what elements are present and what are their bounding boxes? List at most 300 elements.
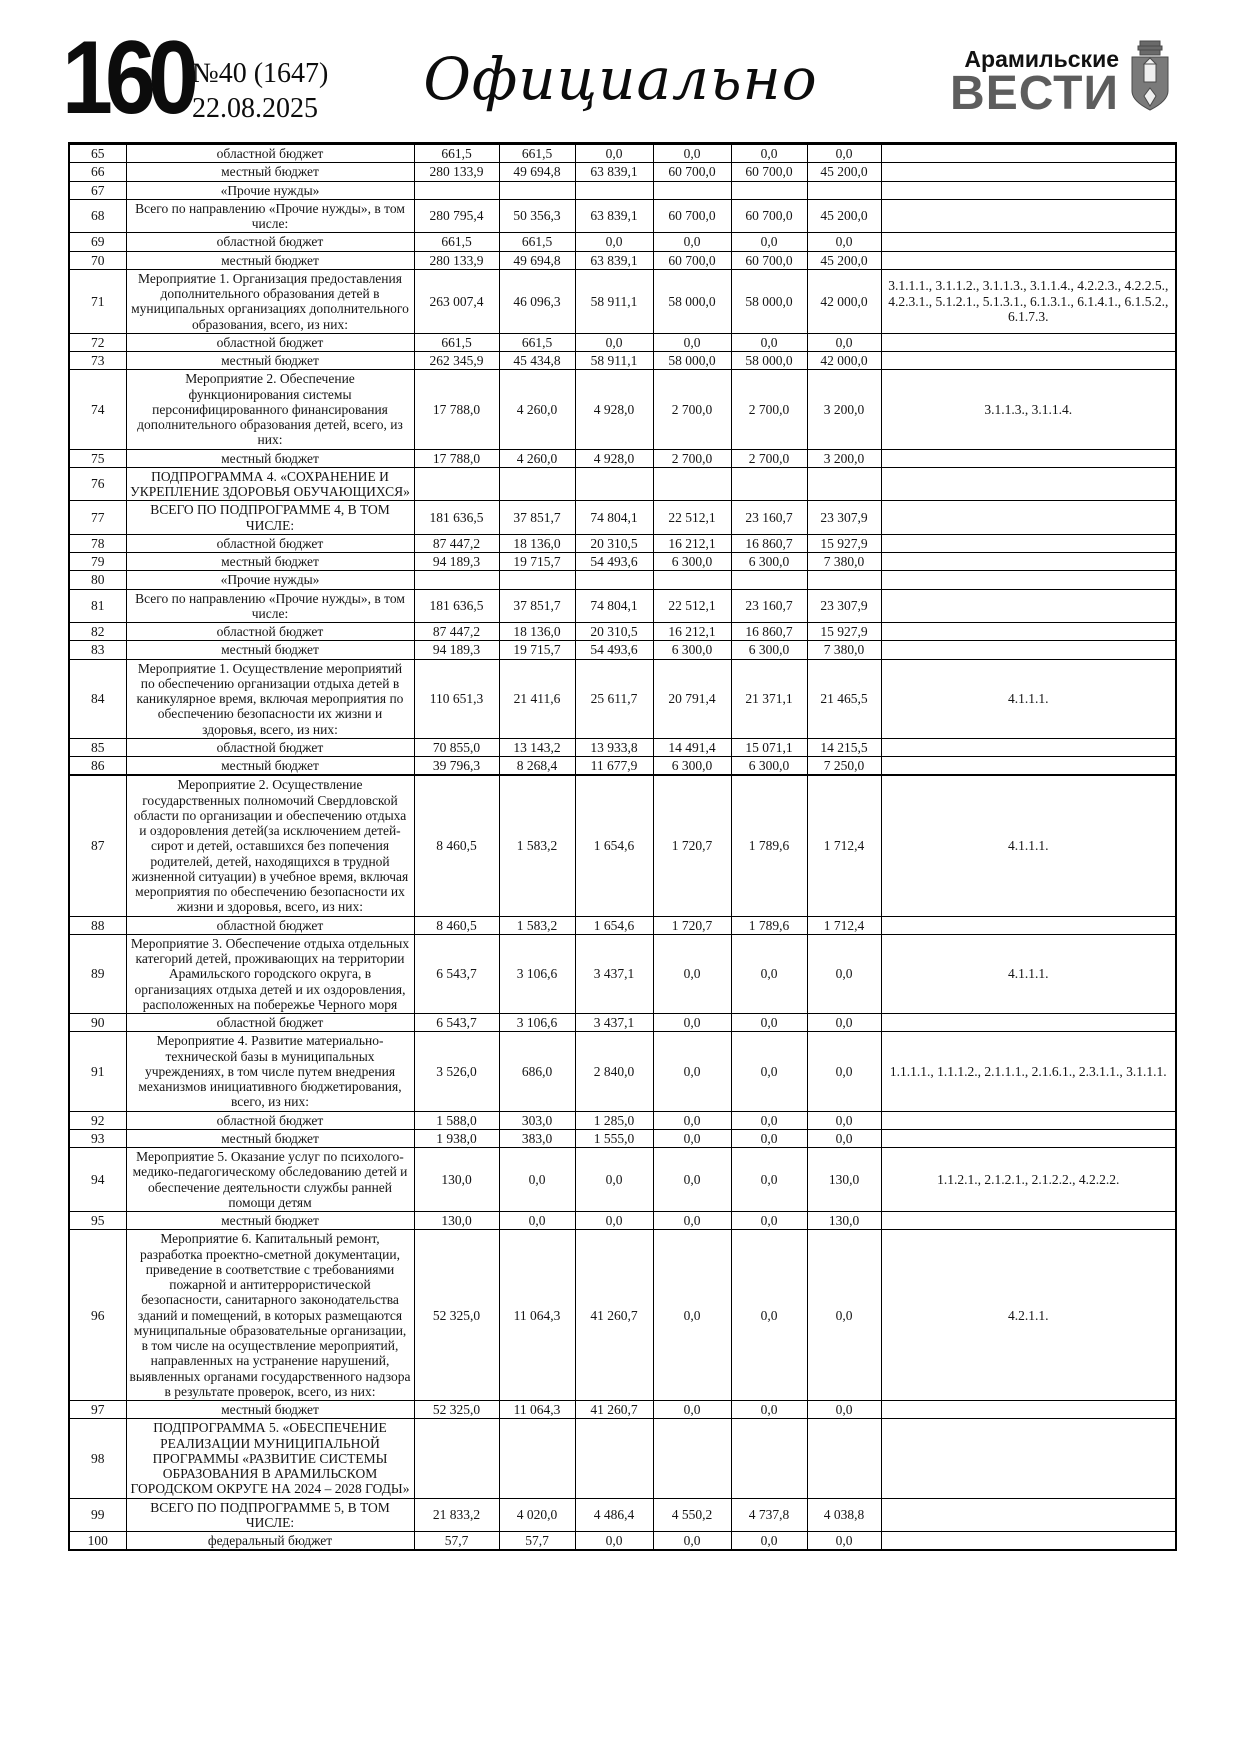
value-col-5: 60 700,0 — [731, 251, 807, 269]
table-row — [69, 181, 1176, 199]
value-col-6: 0,0 — [807, 1129, 881, 1147]
value-col-2: 4 260,0 — [499, 449, 575, 467]
value-col-2: 661,5 — [499, 144, 575, 163]
table-row — [69, 352, 1176, 370]
value-col-4: 1 720,7 — [653, 916, 731, 934]
table-row — [69, 269, 1176, 333]
value-col-4: 0,0 — [653, 1148, 731, 1212]
target-codes — [881, 333, 1176, 351]
value-col-3: 54 493,6 — [575, 553, 653, 571]
value-col-6: 0,0 — [807, 1111, 881, 1129]
value-col-4: 22 512,1 — [653, 589, 731, 623]
target-codes — [881, 199, 1176, 233]
table-row — [69, 1419, 1176, 1498]
value-col-2: 18 136,0 — [499, 623, 575, 641]
value-col-3: 0,0 — [575, 1212, 653, 1230]
value-col-2: 4 020,0 — [499, 1498, 575, 1532]
row-description: Мероприятие 1. Организация предоставления дополнительного образования детей в муниципальных организациях дополнительного образования, всего, из них: — [126, 269, 414, 333]
row-number: 91 — [69, 1032, 126, 1111]
value-col-3: 4 928,0 — [575, 370, 653, 449]
row-description: Мероприятие 4. Развитие материально-технической базы в муниципальных учреждениях, в том числе путем внедрения механизмов инициативного бюджетирования, всего, из них: — [126, 1032, 414, 1111]
value-col-6: 3 200,0 — [807, 370, 881, 449]
value-col-4: 2 700,0 — [653, 370, 731, 449]
row-number: 67 — [69, 181, 126, 199]
value-col-4: 2 700,0 — [653, 449, 731, 467]
value-col-1: 3 526,0 — [414, 1032, 499, 1111]
table-row — [69, 467, 1176, 501]
row-description: ПОДПРОГРАММА 4. «СОХРАНЕНИЕ И УКРЕПЛЕНИЕ ЗДОРОВЬЯ ОБУЧАЮЩИХСЯ» — [126, 467, 414, 501]
table-row — [69, 144, 1176, 163]
value-col-4: 0,0 — [653, 333, 731, 351]
target-codes — [881, 352, 1176, 370]
target-codes: 4.1.1.1. — [881, 659, 1176, 738]
row-description: областной бюджет — [126, 738, 414, 756]
value-col-3: 1 654,6 — [575, 775, 653, 916]
value-col-3: 0,0 — [575, 144, 653, 163]
value-col-3: 13 933,8 — [575, 738, 653, 756]
value-col-1: 110 651,3 — [414, 659, 499, 738]
value-col-6: 130,0 — [807, 1212, 881, 1230]
table-row — [69, 534, 1176, 552]
row-description: областной бюджет — [126, 916, 414, 934]
page-number: 160 — [62, 20, 191, 136]
value-col-2: 18 136,0 — [499, 534, 575, 552]
value-col-5: 21 371,1 — [731, 659, 807, 738]
value-col-2: 661,5 — [499, 233, 575, 251]
value-col-1: 1 938,0 — [414, 1129, 499, 1147]
value-col-2 — [499, 181, 575, 199]
value-col-3: 54 493,6 — [575, 641, 653, 659]
value-col-4: 16 212,1 — [653, 623, 731, 641]
value-col-6: 3 200,0 — [807, 449, 881, 467]
value-col-3: 63 839,1 — [575, 251, 653, 269]
value-col-3: 0,0 — [575, 233, 653, 251]
row-number: 73 — [69, 352, 126, 370]
value-col-6: 0,0 — [807, 233, 881, 251]
table-row — [69, 1532, 1176, 1551]
row-number: 84 — [69, 659, 126, 738]
row-description: ПОДПРОГРАММА 5. «ОБЕСПЕЧЕНИЕ РЕАЛИЗАЦИИ МУНИЦИПАЛЬНОЙ ПРОГРАММЫ «РАЗВИТИЕ СИСТЕМЫ ОБРАЗОВАНИЯ В АРАМИЛЬСКОМ ГОРОДСКОМ ОКРУГЕ НА 2024 – 2028 ГОДЫ» — [126, 1419, 414, 1498]
value-col-5: 16 860,7 — [731, 623, 807, 641]
value-col-1: 6 543,7 — [414, 1014, 499, 1032]
value-col-1: 21 833,2 — [414, 1498, 499, 1532]
value-col-1: 181 636,5 — [414, 589, 499, 623]
row-number: 93 — [69, 1129, 126, 1147]
value-col-5: 0,0 — [731, 1212, 807, 1230]
row-number: 100 — [69, 1532, 126, 1551]
value-col-5: 6 300,0 — [731, 553, 807, 571]
row-description: местный бюджет — [126, 449, 414, 467]
value-col-1: 661,5 — [414, 233, 499, 251]
row-number: 94 — [69, 1148, 126, 1212]
value-col-4: 16 212,1 — [653, 534, 731, 552]
table-row — [69, 233, 1176, 251]
row-number: 96 — [69, 1230, 126, 1401]
value-col-4: 0,0 — [653, 233, 731, 251]
value-col-6 — [807, 181, 881, 199]
value-col-4: 0,0 — [653, 1032, 731, 1111]
value-col-3: 4 486,4 — [575, 1498, 653, 1532]
value-col-2: 303,0 — [499, 1111, 575, 1129]
value-col-5: 16 860,7 — [731, 534, 807, 552]
value-col-3: 41 260,7 — [575, 1401, 653, 1419]
target-codes: 4.2.1.1. — [881, 1230, 1176, 1401]
target-codes: 4.1.1.1. — [881, 775, 1176, 916]
table-row — [69, 775, 1176, 916]
masthead — [950, 46, 1119, 120]
row-description: Мероприятие 2. Обеспечение функционирования системы персонифицированного финансирования дополнительного образования детей, всего, из них: — [126, 370, 414, 449]
value-col-1: 262 345,9 — [414, 352, 499, 370]
target-codes — [881, 181, 1176, 199]
city-crest-icon — [1127, 40, 1173, 112]
value-col-1: 130,0 — [414, 1148, 499, 1212]
value-col-5: 1 789,6 — [731, 916, 807, 934]
row-number: 86 — [69, 757, 126, 776]
row-number: 87 — [69, 775, 126, 916]
table-row — [69, 1401, 1176, 1419]
value-col-4: 6 300,0 — [653, 553, 731, 571]
value-col-5 — [731, 181, 807, 199]
value-col-3 — [575, 467, 653, 501]
value-col-1: 1 588,0 — [414, 1111, 499, 1129]
target-codes: 4.1.1.1. — [881, 934, 1176, 1013]
value-col-4: 58 000,0 — [653, 352, 731, 370]
value-col-4: 0,0 — [653, 934, 731, 1013]
value-col-1: 57,7 — [414, 1532, 499, 1551]
row-description: областной бюджет — [126, 534, 414, 552]
row-description: Мероприятие 5. Оказание услуг по психолого-медико-педагогическому обследованию детей и обеспечение деятельности службы ранней помощи детям — [126, 1148, 414, 1212]
target-codes — [881, 641, 1176, 659]
value-col-2: 45 434,8 — [499, 352, 575, 370]
value-col-1: 6 543,7 — [414, 934, 499, 1013]
value-col-4: 20 791,4 — [653, 659, 731, 738]
value-col-5: 23 160,7 — [731, 589, 807, 623]
table-row — [69, 1014, 1176, 1032]
value-col-2: 3 106,6 — [499, 1014, 575, 1032]
table-row — [69, 571, 1176, 589]
row-number: 77 — [69, 501, 126, 535]
row-number: 68 — [69, 199, 126, 233]
value-col-3: 1 555,0 — [575, 1129, 653, 1147]
value-col-1: 94 189,3 — [414, 553, 499, 571]
row-number: 76 — [69, 467, 126, 501]
value-col-3: 63 839,1 — [575, 163, 653, 181]
table-row — [69, 1498, 1176, 1532]
value-col-3: 58 911,1 — [575, 352, 653, 370]
value-col-4 — [653, 1419, 731, 1498]
value-col-6: 0,0 — [807, 1230, 881, 1401]
row-number: 71 — [69, 269, 126, 333]
value-col-2: 661,5 — [499, 333, 575, 351]
value-col-5: 15 071,1 — [731, 738, 807, 756]
value-col-6: 15 927,9 — [807, 534, 881, 552]
table-row — [69, 449, 1176, 467]
row-description: областной бюджет — [126, 233, 414, 251]
value-col-1: 17 788,0 — [414, 449, 499, 467]
value-col-3: 3 437,1 — [575, 934, 653, 1013]
row-description: ВСЕГО ПО ПОДПРОГРАММЕ 4, В ТОМ ЧИСЛЕ: — [126, 501, 414, 535]
value-col-2: 3 106,6 — [499, 934, 575, 1013]
row-description: местный бюджет — [126, 641, 414, 659]
value-col-6: 23 307,9 — [807, 589, 881, 623]
value-col-1: 70 855,0 — [414, 738, 499, 756]
value-col-1 — [414, 1419, 499, 1498]
table-row — [69, 553, 1176, 571]
target-codes — [881, 1498, 1176, 1532]
target-codes — [881, 1212, 1176, 1230]
value-col-5: 0,0 — [731, 333, 807, 351]
value-col-3 — [575, 571, 653, 589]
value-col-4: 6 300,0 — [653, 641, 731, 659]
value-col-1: 39 796,3 — [414, 757, 499, 776]
target-codes — [881, 144, 1176, 163]
value-col-1 — [414, 467, 499, 501]
value-col-4: 0,0 — [653, 1401, 731, 1419]
value-col-5: 2 700,0 — [731, 449, 807, 467]
value-col-2: 21 411,6 — [499, 659, 575, 738]
value-col-4: 60 700,0 — [653, 199, 731, 233]
target-codes — [881, 1129, 1176, 1147]
row-description: Мероприятие 2. Осуществление государственных полномочий Свердловской области по организации и обеспечению отдыха и оздоровления детей(за исключением детей-сирот и детей, оставшихся без попечения родителей, детей, находящихся в трудной жизненной ситуации) в учебное время, включая мероприятия по обеспечению безопасности их жизни и здоровья, всего, из них: — [126, 775, 414, 916]
target-codes — [881, 1419, 1176, 1498]
table-row — [69, 1230, 1176, 1401]
value-col-6: 45 200,0 — [807, 251, 881, 269]
row-number: 80 — [69, 571, 126, 589]
row-number: 83 — [69, 641, 126, 659]
value-col-4: 0,0 — [653, 1111, 731, 1129]
value-col-3: 2 840,0 — [575, 1032, 653, 1111]
target-codes — [881, 571, 1176, 589]
value-col-6: 1 712,4 — [807, 916, 881, 934]
table-row — [69, 1212, 1176, 1230]
value-col-5: 0,0 — [731, 1014, 807, 1032]
value-col-5: 0,0 — [731, 1230, 807, 1401]
target-codes — [881, 467, 1176, 501]
value-col-6: 42 000,0 — [807, 352, 881, 370]
value-col-1: 280 133,9 — [414, 163, 499, 181]
value-col-6: 4 038,8 — [807, 1498, 881, 1532]
value-col-5: 58 000,0 — [731, 269, 807, 333]
value-col-3: 0,0 — [575, 1148, 653, 1212]
budget-table-body — [69, 144, 1176, 1551]
row-number: 85 — [69, 738, 126, 756]
row-description: «Прочие нужды» — [126, 571, 414, 589]
value-col-6: 23 307,9 — [807, 501, 881, 535]
value-col-1: 661,5 — [414, 333, 499, 351]
value-col-6: 42 000,0 — [807, 269, 881, 333]
value-col-3: 4 928,0 — [575, 449, 653, 467]
table-row — [69, 623, 1176, 641]
value-col-2: 37 851,7 — [499, 589, 575, 623]
row-number: 74 — [69, 370, 126, 449]
value-col-2: 19 715,7 — [499, 641, 575, 659]
row-description: областной бюджет — [126, 1014, 414, 1032]
target-codes — [881, 757, 1176, 776]
target-codes — [881, 738, 1176, 756]
target-codes — [881, 916, 1176, 934]
value-col-6 — [807, 467, 881, 501]
value-col-4: 60 700,0 — [653, 251, 731, 269]
table-row — [69, 501, 1176, 535]
value-col-5: 0,0 — [731, 1129, 807, 1147]
value-col-5 — [731, 467, 807, 501]
row-number: 97 — [69, 1401, 126, 1419]
value-col-6: 0,0 — [807, 1014, 881, 1032]
row-number: 81 — [69, 589, 126, 623]
target-codes — [881, 623, 1176, 641]
value-col-3: 0,0 — [575, 1532, 653, 1551]
table-row — [69, 1111, 1176, 1129]
value-col-4: 60 700,0 — [653, 163, 731, 181]
row-number: 92 — [69, 1111, 126, 1129]
value-col-4: 58 000,0 — [653, 269, 731, 333]
value-col-6: 7 380,0 — [807, 553, 881, 571]
row-number: 66 — [69, 163, 126, 181]
value-col-5: 0,0 — [731, 233, 807, 251]
value-col-6: 21 465,5 — [807, 659, 881, 738]
value-col-2 — [499, 1419, 575, 1498]
table-row — [69, 333, 1176, 351]
value-col-4 — [653, 467, 731, 501]
value-col-3: 20 310,5 — [575, 623, 653, 641]
value-col-2: 0,0 — [499, 1148, 575, 1212]
row-description: местный бюджет — [126, 553, 414, 571]
value-col-2: 50 356,3 — [499, 199, 575, 233]
table-row — [69, 251, 1176, 269]
value-col-6: 0,0 — [807, 333, 881, 351]
row-number: 75 — [69, 449, 126, 467]
value-col-5: 0,0 — [731, 1532, 807, 1551]
value-col-5: 4 737,8 — [731, 1498, 807, 1532]
value-col-5: 23 160,7 — [731, 501, 807, 535]
value-col-6: 45 200,0 — [807, 199, 881, 233]
target-codes — [881, 1532, 1176, 1551]
value-col-1: 181 636,5 — [414, 501, 499, 535]
value-col-4: 0,0 — [653, 144, 731, 163]
value-col-5 — [731, 571, 807, 589]
value-col-4: 0,0 — [653, 1129, 731, 1147]
value-col-2 — [499, 467, 575, 501]
value-col-4: 14 491,4 — [653, 738, 731, 756]
row-description: областной бюджет — [126, 144, 414, 163]
budget-table — [68, 142, 1177, 1551]
value-col-6: 0,0 — [807, 1032, 881, 1111]
value-col-6: 0,0 — [807, 1532, 881, 1551]
value-col-4: 4 550,2 — [653, 1498, 731, 1532]
value-col-2: 0,0 — [499, 1212, 575, 1230]
value-col-5: 0,0 — [731, 1032, 807, 1111]
value-col-1: 87 447,2 — [414, 534, 499, 552]
row-description: «Прочие нужды» — [126, 181, 414, 199]
table-row — [69, 738, 1176, 756]
row-description: областной бюджет — [126, 333, 414, 351]
table-row — [69, 916, 1176, 934]
row-description: областной бюджет — [126, 623, 414, 641]
value-col-6 — [807, 571, 881, 589]
value-col-4: 0,0 — [653, 1212, 731, 1230]
table-row — [69, 757, 1176, 776]
row-description: Всего по направлению «Прочие нужды», в том числе: — [126, 589, 414, 623]
target-codes — [881, 589, 1176, 623]
table-row — [69, 934, 1176, 1013]
value-col-5: 1 789,6 — [731, 775, 807, 916]
value-col-5: 60 700,0 — [731, 163, 807, 181]
row-description: местный бюджет — [126, 251, 414, 269]
value-col-2: 11 064,3 — [499, 1230, 575, 1401]
value-col-6: 0,0 — [807, 1401, 881, 1419]
row-description: местный бюджет — [126, 1129, 414, 1147]
value-col-5: 6 300,0 — [731, 641, 807, 659]
value-col-5: 0,0 — [731, 144, 807, 163]
value-col-2 — [499, 571, 575, 589]
value-col-2: 1 583,2 — [499, 775, 575, 916]
value-col-3: 11 677,9 — [575, 757, 653, 776]
value-col-5: 6 300,0 — [731, 757, 807, 776]
row-description: федеральный бюджет — [126, 1532, 414, 1551]
value-col-5: 0,0 — [731, 1148, 807, 1212]
row-number: 88 — [69, 916, 126, 934]
value-col-2: 11 064,3 — [499, 1401, 575, 1419]
value-col-4: 6 300,0 — [653, 757, 731, 776]
row-description: областной бюджет — [126, 1111, 414, 1129]
value-col-1: 280 795,4 — [414, 199, 499, 233]
row-description: местный бюджет — [126, 352, 414, 370]
value-col-3: 63 839,1 — [575, 199, 653, 233]
row-description: Мероприятие 1. Осуществление мероприятий по обеспечению организации отдыха детей в каникулярное время, включая мероприятия по обеспечению безопасности их жизни и здоровья, всего, из них: — [126, 659, 414, 738]
value-col-6 — [807, 1419, 881, 1498]
table-row — [69, 589, 1176, 623]
value-col-6: 0,0 — [807, 144, 881, 163]
value-col-3: 74 804,1 — [575, 589, 653, 623]
issue-number: №40 (1647) — [192, 58, 329, 89]
section-title: Официально — [423, 45, 818, 113]
value-col-3: 1 654,6 — [575, 916, 653, 934]
masthead-main-line: ВЕСТИ — [950, 67, 1119, 120]
value-col-6: 15 927,9 — [807, 623, 881, 641]
value-col-1: 94 189,3 — [414, 641, 499, 659]
value-col-3: 58 911,1 — [575, 269, 653, 333]
row-number: 98 — [69, 1419, 126, 1498]
row-description: Всего по направлению «Прочие нужды», в том числе: — [126, 199, 414, 233]
target-codes — [881, 553, 1176, 571]
value-col-4: 22 512,1 — [653, 501, 731, 535]
table-row — [69, 641, 1176, 659]
row-description: Мероприятие 6. Капитальный ремонт, разработка проектно-сметной документации, приведение в соответствие с требованиями пожарной и антитеррористической безопасности, санитарного законодательства зданий и помещений, в которых размещаются муниципальные образовательные организации, в том числе на осуществление мероприятий, направленных на устранение нарушений, выявленных органами государственного надзора в результате проверок, всего, из них: — [126, 1230, 414, 1401]
value-col-5: 0,0 — [731, 1111, 807, 1129]
target-codes — [881, 449, 1176, 467]
row-description: местный бюджет — [126, 1401, 414, 1419]
target-codes: 1.1.1.1., 1.1.1.2., 2.1.1.1., 2.1.6.1., 2.3.1.1., 3.1.1.1. — [881, 1032, 1176, 1111]
value-col-3: 41 260,7 — [575, 1230, 653, 1401]
value-col-2: 686,0 — [499, 1032, 575, 1111]
value-col-3: 0,0 — [575, 333, 653, 351]
value-col-4: 0,0 — [653, 1014, 731, 1032]
value-col-6: 45 200,0 — [807, 163, 881, 181]
masthead-top-line: Арамильские — [964, 46, 1119, 72]
row-description: местный бюджет — [126, 1212, 414, 1230]
value-col-1: 52 325,0 — [414, 1401, 499, 1419]
value-col-1 — [414, 571, 499, 589]
value-col-1: 280 133,9 — [414, 251, 499, 269]
row-number: 72 — [69, 333, 126, 351]
row-description: Мероприятие 3. Обеспечение отдыха отдельных категорий детей, проживающих на территории Арамильского городского округа, в организациях отдыха детей и их оздоровления, расположенных на побережье Черного моря — [126, 934, 414, 1013]
value-col-6: 14 215,5 — [807, 738, 881, 756]
table-row — [69, 199, 1176, 233]
issue-date: 22.08.2025 — [192, 93, 318, 124]
value-col-2: 13 143,2 — [499, 738, 575, 756]
row-number: 99 — [69, 1498, 126, 1532]
value-col-2: 383,0 — [499, 1129, 575, 1147]
